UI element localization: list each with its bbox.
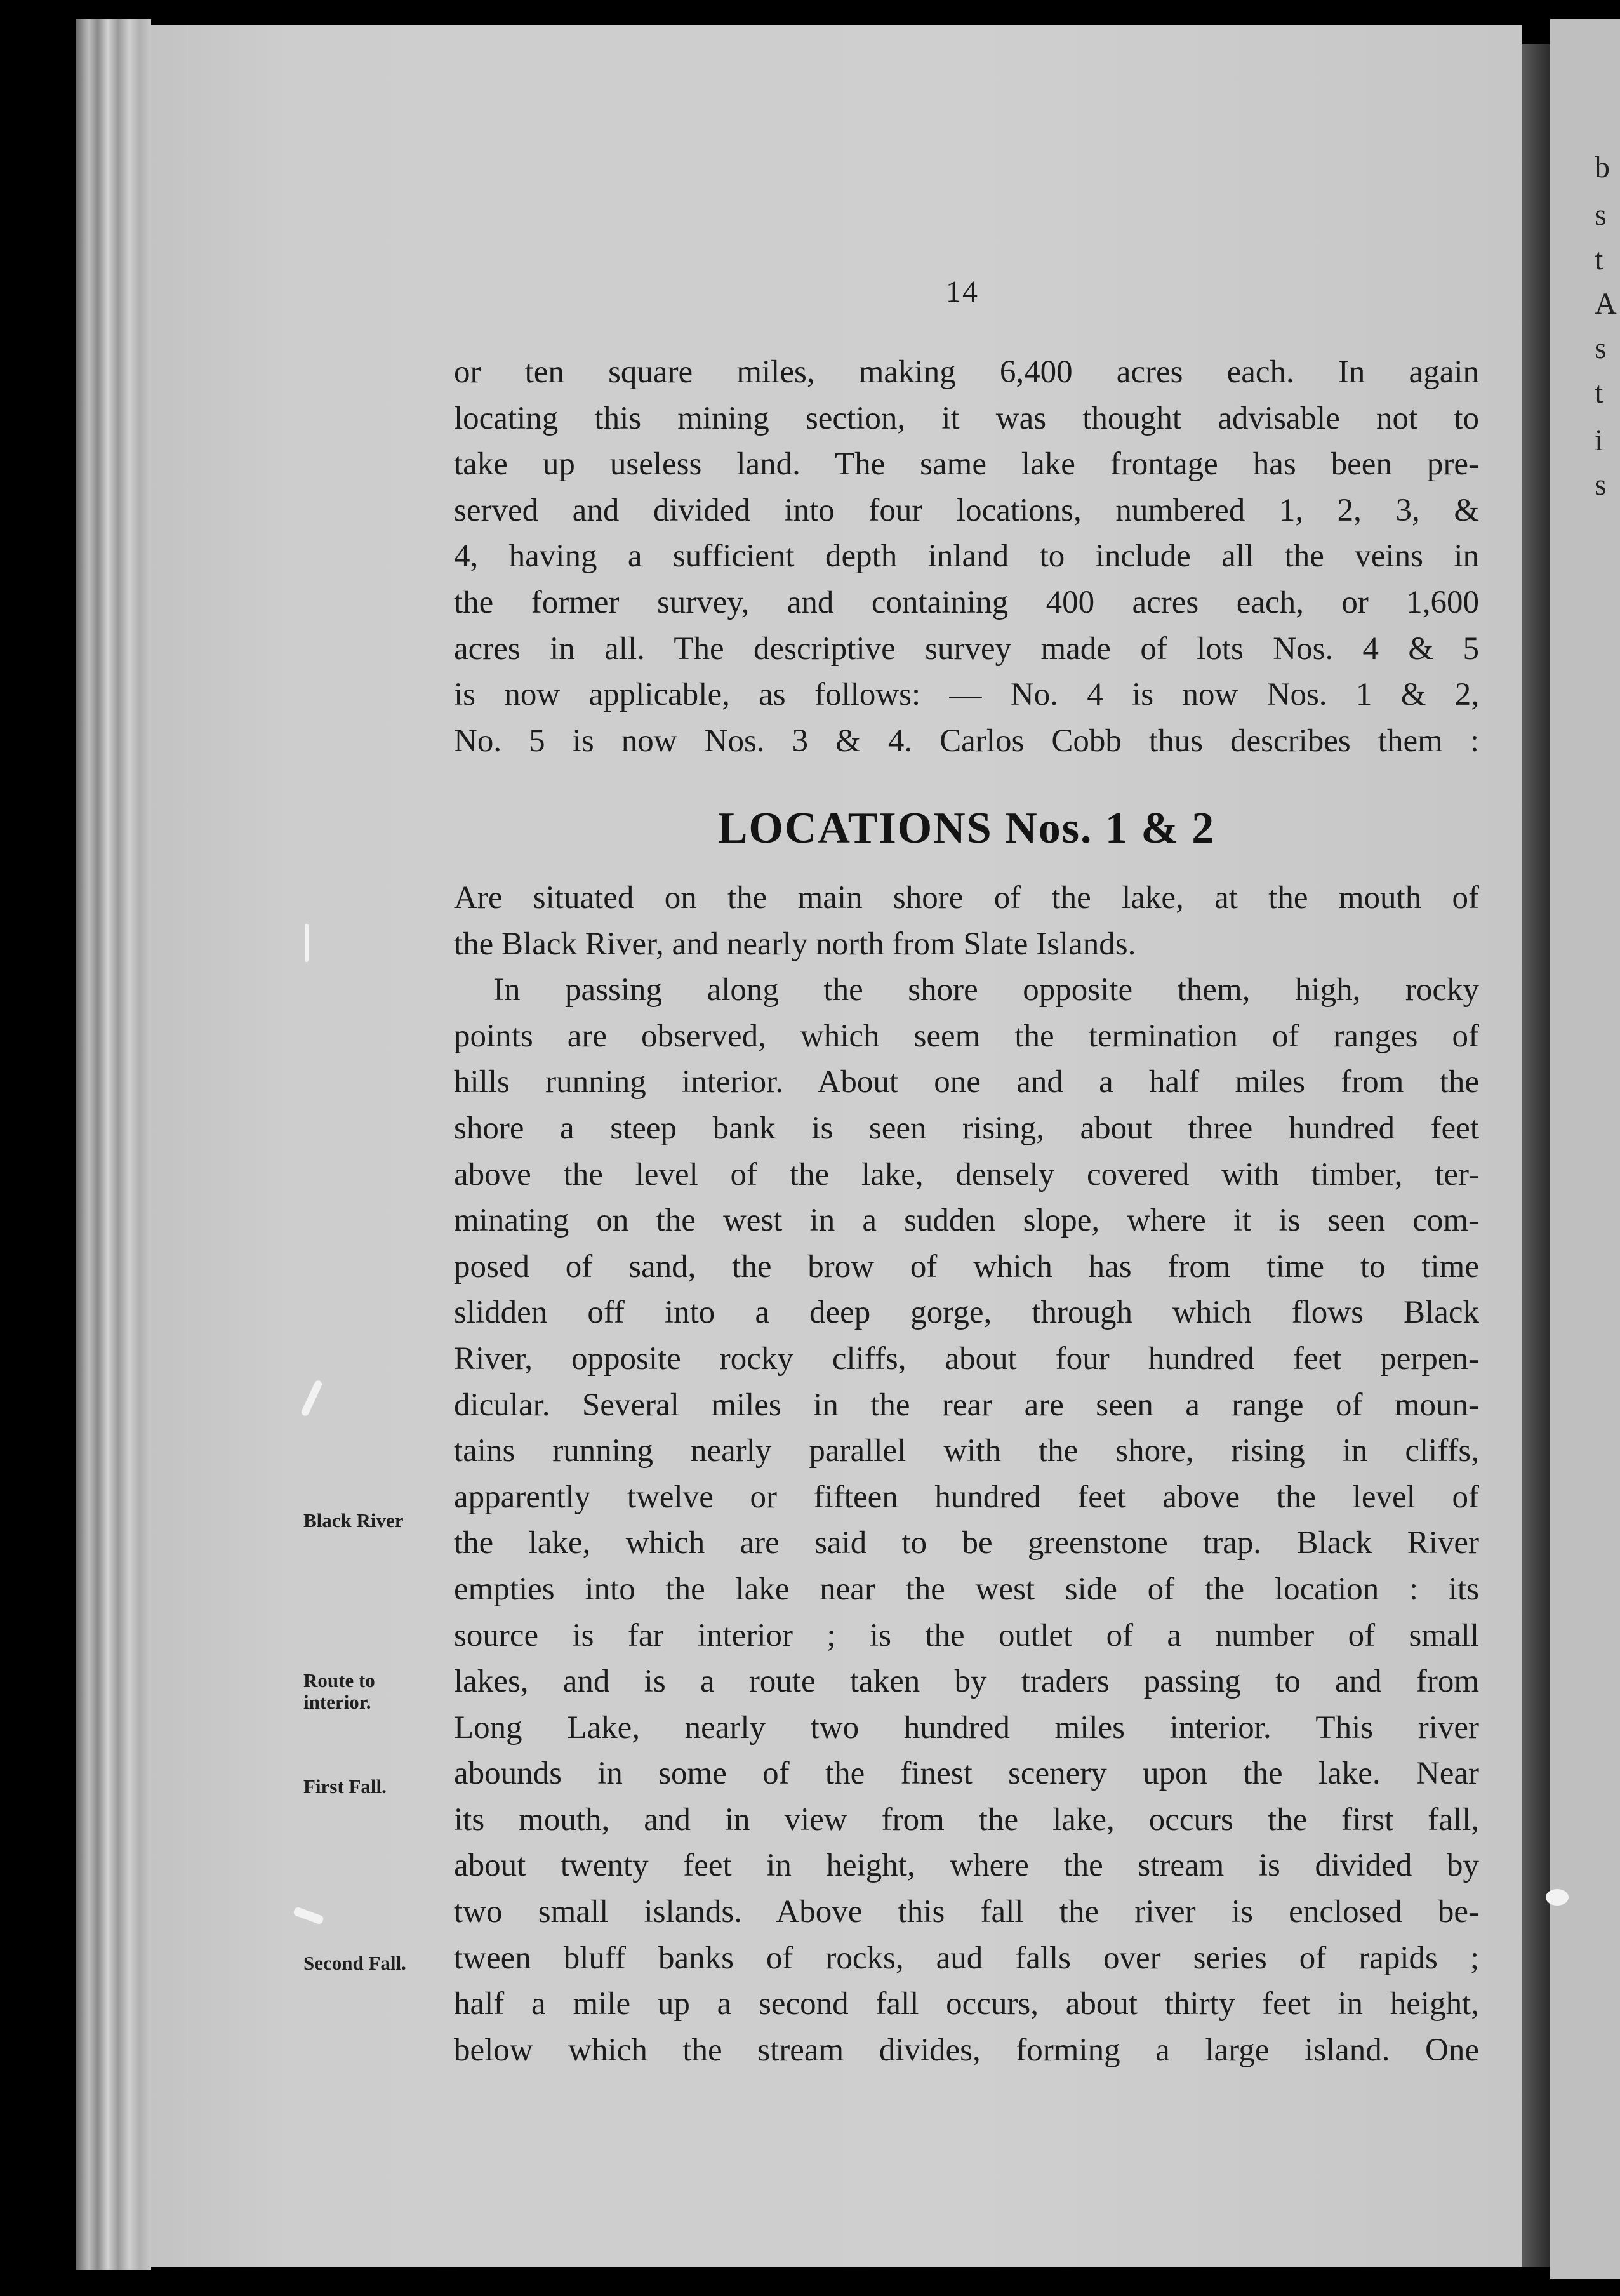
text-line: the Black River, and nearly north from Slate Islands. (454, 926, 1136, 962)
text-line: No. 5 is now Nos. 3 & 4. Carlos Cobb thus describes them : (454, 723, 1479, 759)
text-line: minating on the west in a sudden slope, where it is seen com- (454, 1203, 1479, 1239)
text-line: the former survey, and containing 400 acres each, or 1,600 (454, 584, 1479, 620)
text-line: tains running nearly parallel with the shore, rising in cliffs, (454, 1433, 1479, 1469)
text-line: In passing along the shore opposite them, high, rocky (493, 972, 1479, 1008)
text-line: River, opposite rocky cliffs, about four hundred feet perpen- (454, 1340, 1479, 1377)
text-line: two small islands. Above this fall the river is enclosed be- (454, 1894, 1479, 1930)
text-line: half a mile up a second fall occurs, about thirty feet in height, (454, 1986, 1479, 2022)
text-line: hills running interior. About one and a half miles from the (454, 1064, 1479, 1100)
page-number: 14 (946, 275, 979, 309)
next-page-fragment: i (1595, 424, 1603, 457)
text-line: tween bluff banks of rocks, aud falls over series of rapids ; (454, 1940, 1479, 1976)
text-line: is now applicable, as follows: — No. 4 is now Nos. 1 & 2, (454, 677, 1479, 713)
text-line: points are observed, which seem the termination of ranges of (454, 1018, 1479, 1054)
text-line: empties into the lake near the west side of the location : its (454, 1571, 1479, 1607)
text-line: lakes, and is a route taken by traders passing to and from (454, 1664, 1479, 1700)
scan-speck (1546, 1889, 1569, 1906)
page-gutter (1522, 44, 1550, 2267)
text-line: take up useless land. The same lake frontage has been pre- (454, 446, 1479, 483)
paragraph-2 (454, 875, 1479, 2073)
text-line: apparently twelve or fifteen hundred feet above the level of (454, 1479, 1479, 1515)
text-line: or ten square miles, making 6,400 acres each. In again (454, 354, 1479, 390)
next-page-fragment: s (1595, 198, 1607, 232)
text-line: slidden off into a deep gorge, through which flows Black (454, 1295, 1479, 1331)
next-page-fragment: t (1595, 243, 1603, 276)
text-line: its mouth, and in view from the lake, occurs the first fall, (454, 1801, 1479, 1838)
text-line: locating this mining section, it was thought advisable not to (454, 400, 1479, 436)
next-page-fragment: b (1595, 150, 1610, 184)
text-line: shore a steep bank is seen rising, about three hundred feet (454, 1110, 1479, 1146)
margin-note-first-fall: First Fall. (303, 1775, 387, 1798)
text-line: dicular. Several miles in the rear are seen a range of moun- (454, 1387, 1479, 1423)
text-line: abounds in some of the finest scenery upon the lake. Near (454, 1756, 1479, 1792)
text-line: the lake, which are said to be greenstone trap. Black River (454, 1525, 1479, 1561)
margin-note-interior: interior. (303, 1691, 371, 1713)
book-binding-edge (76, 19, 151, 2270)
text-line: below which the stream divides, forming a large island. One (454, 2032, 1479, 2068)
next-page-fragment: s (1595, 468, 1607, 502)
margin-note-second-fall: Second Fall. (303, 1952, 406, 1974)
text-line: served and divided into four locations, numbered 1, 2, 3, & (454, 492, 1479, 528)
section-heading: LOCATIONS Nos. 1 & 2 (717, 804, 1216, 853)
text-line: Long Lake, nearly two hundred miles interior. This river (454, 1709, 1479, 1745)
next-page-sliver (1550, 19, 1620, 2279)
paragraph-1 (454, 349, 1479, 764)
text-line: Are situated on the main shore of the lake, at the mouth of (454, 880, 1479, 916)
text-line: above the level of the lake, densely covered with timber, ter- (454, 1156, 1479, 1192)
margin-note-route-to: Route to (303, 1669, 375, 1692)
next-page-fragment: t (1595, 376, 1603, 410)
text-line: source is far interior ; is the outlet of a number of small (454, 1617, 1479, 1653)
text-line: 4, having a sufficient depth inland to include all the veins in (454, 538, 1479, 575)
next-page-fragment: A (1595, 287, 1617, 321)
text-line: posed of sand, the brow of which has from time to time (454, 1248, 1479, 1285)
text-line: acres in all. The descriptive survey made of lots Nos. 4 & 5 (454, 631, 1479, 667)
next-page-fragment: s (1595, 331, 1607, 365)
margin-note-black-river: Black River (303, 1509, 404, 1532)
scan-speck (305, 924, 309, 962)
text-line: about twenty feet in height, where the stream is divided by (454, 1848, 1479, 1884)
